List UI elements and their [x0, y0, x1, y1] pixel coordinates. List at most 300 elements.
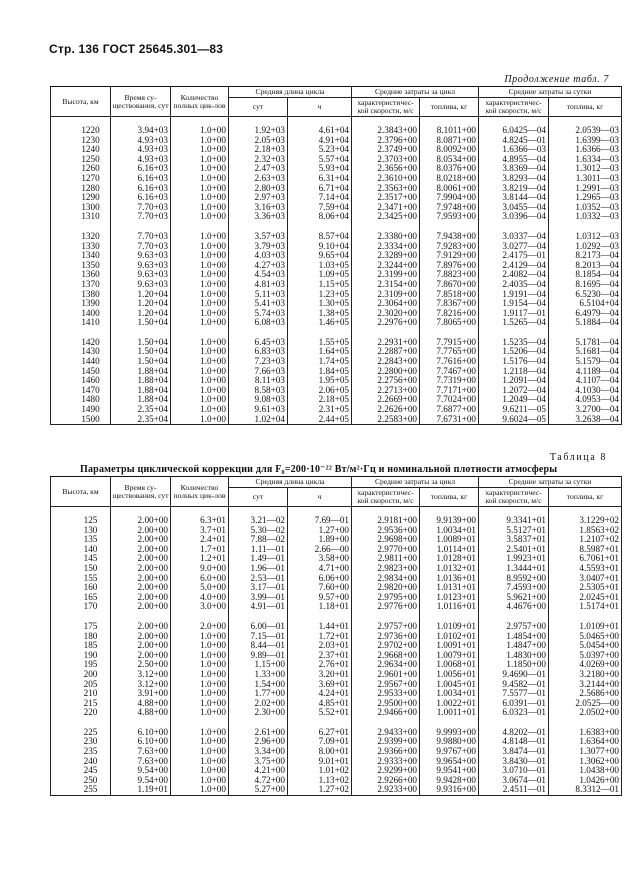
table-cell: 1.0+00 — [171, 680, 229, 690]
table-cell: 1.0+00 — [171, 689, 229, 699]
table-cell: 2.66—00 — [288, 545, 352, 555]
table-cell: 1.0+00 — [171, 757, 229, 767]
table-cell: 5.23+04 — [288, 145, 352, 155]
table-cell: 1.0+00 — [171, 728, 229, 738]
table-cell: 1.74+05 — [288, 357, 352, 367]
table-cell: 4.1030—04 — [549, 386, 622, 396]
table-cell: 1.27+00 — [288, 526, 352, 536]
table-cell: 2.2976+00 — [352, 318, 420, 328]
table-cell: 1490 — [51, 405, 111, 415]
table-cell: 9.9428+00 — [420, 776, 479, 786]
table-cell: 7.8976+00 — [420, 261, 479, 271]
table-cell: 4.1107—04 — [549, 376, 622, 386]
table-cell: 1.0068+01 — [420, 660, 479, 670]
table-cell: 1.0+00 — [171, 290, 229, 300]
table-cell: 4.5593+01 — [549, 564, 622, 574]
table-cell: 2.9399+00 — [352, 737, 420, 747]
table-cell: 6.7061+01 — [549, 554, 622, 564]
table-cell: 3.0710—01 — [479, 766, 549, 776]
table-cell: 1.50+04 — [111, 318, 171, 328]
t8-col-height: Высота, км — [51, 477, 111, 507]
table-cell: 2.06+05 — [288, 386, 352, 396]
table-cell: 1380 — [51, 290, 111, 300]
table-cell: 2.9567+00 — [352, 680, 420, 690]
table-cell: 7.9129+00 — [420, 251, 479, 261]
table-cell: 1.0+00 — [171, 415, 229, 425]
table-cell: 185 — [51, 641, 111, 651]
table-cell: 1280 — [51, 184, 111, 194]
table-cell: 3.0407+01 — [549, 574, 622, 584]
table-cell: 5.1681—04 — [549, 347, 622, 357]
table-cell: 2.5305+01 — [549, 583, 622, 593]
table-cell: 5.9621+00 — [479, 593, 549, 603]
table-cell: 190 — [51, 651, 111, 661]
col-char-vel: характеристичес-кой скорости, м/с — [352, 98, 420, 117]
table-cell: 1.89+00 — [288, 535, 352, 545]
table-cell: 2.00+00 — [111, 564, 171, 574]
table-cell: 1.0+00 — [171, 737, 229, 747]
table-cell: 1.0352—03 — [549, 203, 622, 213]
table-cell: 6.0391—01 — [479, 699, 549, 709]
table-cell: 7.70+03 — [111, 212, 171, 222]
table-cell: 2.9736+00 — [352, 632, 420, 642]
table-8-body — [51, 507, 622, 796]
table-cell: 8.1695—04 — [549, 280, 622, 290]
table-cell: 8.5987+01 — [549, 545, 622, 555]
table8-number: Таблица 8 — [549, 452, 607, 463]
table-cell: 3.0396—04 — [479, 212, 549, 222]
table-cell: 1.01+02 — [288, 766, 352, 776]
table-cell: 1.0022+01 — [420, 699, 479, 709]
table-cell: 4.93+03 — [111, 145, 171, 155]
table-cell: 2.63+03 — [229, 174, 288, 184]
table-cell: 6.16+03 — [111, 184, 171, 194]
table-cell: 3.17—01 — [229, 583, 288, 593]
table-cell: 7.15—01 — [229, 632, 288, 642]
table-cell: 2.2713+00 — [352, 386, 420, 396]
table-cell: 1340 — [51, 251, 111, 261]
page-header: Стр. 136 ГОСТ 25645.301—83 — [49, 42, 224, 56]
table-cell: 1.0+00 — [171, 357, 229, 367]
table-cell: 3.36+03 — [229, 212, 288, 222]
table-cell: 5.5127+01 — [479, 526, 549, 536]
table-cell: 7.6877+00 — [420, 405, 479, 415]
table-cell: 210 — [51, 689, 111, 699]
table-cell: 1.0+00 — [171, 641, 229, 651]
table-cell: 2.9233+00 — [352, 785, 420, 795]
table-cell: 2.2756+00 — [352, 376, 420, 386]
table-cell: 4.91+04 — [288, 136, 352, 146]
table-cell: 9.0+00 — [171, 564, 229, 574]
table-cell: 9.4582—01 — [479, 680, 549, 690]
table-cell: 9.08+03 — [229, 395, 288, 405]
table-cell: 1.2107+02 — [549, 535, 622, 545]
table-cell: 2.9601+00 — [352, 670, 420, 680]
table-cell: 2.00+00 — [111, 593, 171, 603]
col-avg-len-day: сут — [229, 98, 288, 117]
table-cell: 1.5235—04 — [479, 338, 549, 348]
table-cell: 5.27+00 — [229, 785, 288, 795]
table-cell: 6.45+03 — [229, 338, 288, 348]
table-cell: 3.0277—04 — [479, 242, 549, 252]
table-cell: 1.0312—03 — [549, 232, 622, 242]
table-cell: 7.8518+00 — [420, 290, 479, 300]
table-cell: 1260 — [51, 164, 111, 174]
spacer-cell — [51, 507, 111, 517]
table-cell: 3.21—02 — [229, 516, 288, 526]
table-cell: 2.37+01 — [288, 651, 352, 661]
table-cell: 9.01+01 — [288, 757, 352, 767]
table-cell: 1250 — [51, 155, 111, 165]
table-cell: 3.8369—04 — [479, 164, 549, 174]
table-cell: 1.0+00 — [171, 184, 229, 194]
table-cell: 4.72+00 — [229, 776, 288, 786]
table-cell: 1.88+04 — [111, 386, 171, 396]
table-cell: 2.9757+00 — [479, 622, 549, 632]
table-cell: 2.3610+00 — [352, 174, 420, 184]
table-cell: 2.9811+00 — [352, 554, 420, 564]
table-cell: 8.00+01 — [288, 747, 352, 757]
table-cell: 8.58+03 — [229, 386, 288, 396]
table-cell: 2.9757+00 — [352, 622, 420, 632]
table-cell: 2.47+03 — [229, 164, 288, 174]
table-cell: 5.52+01 — [288, 708, 352, 718]
table-cell: 2.00+00 — [111, 554, 171, 564]
table-cell: 3.0+00 — [171, 602, 229, 612]
table-cell: 7.8670+00 — [420, 280, 479, 290]
table-cell: 1.0+00 — [171, 164, 229, 174]
table-cell: 1500 — [51, 415, 111, 425]
table-cell: 1.72+01 — [288, 632, 352, 642]
table-cell: 2.9366+00 — [352, 747, 420, 757]
table-cell: 3.12+00 — [111, 680, 171, 690]
table-cell: 2.2626+00 — [352, 405, 420, 415]
table-cell: 9.63+03 — [111, 270, 171, 280]
table-cell: 1.55+05 — [288, 338, 352, 348]
spacer-cell — [51, 612, 111, 622]
table-cell: 2.9823+00 — [352, 564, 420, 574]
table-cell: 1.46+05 — [288, 318, 352, 328]
table-cell: 165 — [51, 593, 111, 603]
table-cell: 1.49—01 — [229, 554, 288, 564]
table-cell: 1300 — [51, 203, 111, 213]
table-cell: 2.18+05 — [288, 395, 352, 405]
table-cell: 2.9770+00 — [352, 545, 420, 555]
table-cell: 1360 — [51, 270, 111, 280]
table-cell: 5.30—02 — [229, 526, 288, 536]
table-cell: 125 — [51, 516, 111, 526]
table-cell: 230 — [51, 737, 111, 747]
table-cell: 2.3517+00 — [352, 193, 420, 203]
table-cell: 1.0+00 — [171, 145, 229, 155]
table-cell: 2.00+00 — [111, 641, 171, 651]
table8-title: Параметры циклической коррекции для F₀=200·10⁻²² Вт/м²·Гц и номинальной плотности атмосферы — [80, 464, 558, 475]
table-cell: 4.21+00 — [229, 766, 288, 776]
table-cell: 1.0091+01 — [420, 641, 479, 651]
table-cell: 1.27+02 — [288, 785, 352, 795]
table-cell: 6.83+03 — [229, 347, 288, 357]
col-height: Высота, км — [51, 87, 111, 117]
table-cell: 2.2843+00 — [352, 357, 420, 367]
table-cell: 9.63+03 — [111, 261, 171, 271]
table-cell: 5.11+03 — [229, 290, 288, 300]
t8-col-char-vel-2: характеристичес-кой скорости, м/с — [479, 488, 549, 507]
table-cell: 205 — [51, 680, 111, 690]
table-cell: 7.69—01 — [288, 516, 352, 526]
table-cell: 1.30+05 — [288, 299, 352, 309]
table-cell: 2.4129—04 — [479, 261, 549, 271]
table-cell: 1.5206—04 — [479, 347, 549, 357]
table-cell: 1.0+00 — [171, 280, 229, 290]
table-cell: 5.74+03 — [229, 309, 288, 319]
table-7-body — [51, 117, 622, 425]
t8-col-avg-len-hour: ч — [288, 488, 352, 507]
table-cell: 7.9904+00 — [420, 193, 479, 203]
table-cell: 1.0+00 — [171, 699, 229, 709]
table-cell: 2.02+00 — [229, 699, 288, 709]
table-cell: 1.0+00 — [171, 193, 229, 203]
table-cell: 2.9533+00 — [352, 689, 420, 699]
table-cell: 1.8563+02 — [549, 526, 622, 536]
table-cell: 2.3109+00 — [352, 290, 420, 300]
table-cell: 4.27+03 — [229, 261, 288, 271]
table-cell: 250 — [51, 776, 111, 786]
table-cell: 3.2700—04 — [549, 405, 622, 415]
table-cell: 6.08+03 — [229, 318, 288, 328]
table-cell: 2.5401+01 — [479, 545, 549, 555]
table-cell: 1.2049—04 — [479, 395, 549, 405]
table-cell: 2.5686+00 — [549, 689, 622, 699]
table-cell: 1.6366—03 — [479, 145, 549, 155]
table-cell: 7.7319+00 — [420, 376, 479, 386]
table-cell: 1.0+00 — [171, 395, 229, 405]
table-cell: 1450 — [51, 367, 111, 377]
table-cell: 3.8474—01 — [479, 747, 549, 757]
table-cell: 160 — [51, 583, 111, 593]
table-cell: 6.00—01 — [229, 622, 288, 632]
table-cell: 2.00+00 — [111, 574, 171, 584]
table-cell: 7.66+03 — [229, 367, 288, 377]
table-cell: 3.94+03 — [111, 126, 171, 136]
table-cell: 1.0+00 — [171, 270, 229, 280]
t8-col-time: Время су-ществования, сут — [111, 477, 171, 507]
table-cell: 1460 — [51, 376, 111, 386]
table-cell: 6.16+03 — [111, 174, 171, 184]
table-cell: 3.8293—04 — [479, 174, 549, 184]
table-cell: 1.0+00 — [171, 347, 229, 357]
table-cell: 1240 — [51, 145, 111, 155]
table-cell: 3.0674—01 — [479, 776, 549, 786]
table-cell: 9.63+03 — [111, 280, 171, 290]
table-cell: 2.00+00 — [111, 535, 171, 545]
table-cell: 1.3077+00 — [549, 747, 622, 757]
table-row — [51, 415, 622, 425]
table-cell: 1.0+00 — [171, 136, 229, 146]
table-cell: 2.00+00 — [111, 516, 171, 526]
table-cell: 6.10+00 — [111, 728, 171, 738]
table-cell: 2.3796+00 — [352, 136, 420, 146]
table-cell: 9.6024—05 — [479, 415, 549, 425]
table-cell: 1.0045+01 — [420, 680, 479, 690]
table-cell: 1.84+05 — [288, 367, 352, 377]
table-cell: 1.3011—03 — [549, 174, 622, 184]
table-cell: 1.20+04 — [111, 309, 171, 319]
table-cell: 1370 — [51, 280, 111, 290]
table-cell: 1.5265—04 — [479, 318, 549, 328]
table-cell: 2.9500+00 — [352, 699, 420, 709]
table-cell: 2.3380+00 — [352, 232, 420, 242]
table-cell: 6.27+01 — [288, 728, 352, 738]
table-cell: 7.70+03 — [111, 203, 171, 213]
table-cell: 2.4511—01 — [479, 785, 549, 795]
table-cell: 215 — [51, 699, 111, 709]
table-cell: 2.9834+00 — [352, 574, 420, 584]
table-cell: 9.57+00 — [288, 593, 352, 603]
table-cell: 1.33+00 — [229, 670, 288, 680]
table-cell: 1410 — [51, 318, 111, 328]
table-cell: 1.18+01 — [288, 602, 352, 612]
table-cell: 1.50+04 — [111, 338, 171, 348]
col-fuel-2: топлива, кг — [549, 98, 622, 117]
table-cell: 6.3+01 — [171, 516, 229, 526]
table-cell: 7.9283+00 — [420, 242, 479, 252]
table-cell: 2.00+00 — [111, 602, 171, 612]
table-cell: 2.3471+00 — [352, 203, 420, 213]
table-cell: 3.16+03 — [229, 203, 288, 213]
table-cell: 7.7467+00 — [420, 367, 479, 377]
table-cell: 7.9748+00 — [420, 203, 479, 213]
table-cell: 1.0034+01 — [420, 689, 479, 699]
table-cell: 1.20+04 — [111, 290, 171, 300]
table-cell: 4.03+03 — [229, 251, 288, 261]
table-cell: 2.2583+00 — [352, 415, 420, 425]
table-cell: 8.2173—04 — [549, 251, 622, 261]
table-cell: 1.64+05 — [288, 347, 352, 357]
table-cell: 1390 — [51, 299, 111, 309]
table-cell: 5.57+04 — [288, 155, 352, 165]
table-cell: 4.93+03 — [111, 136, 171, 146]
table-cell: 2.3425+00 — [352, 212, 420, 222]
table-cell: 7.7024+00 — [420, 395, 479, 405]
table-cell: 1.0+00 — [171, 776, 229, 786]
table-cell: 1.0+00 — [171, 261, 229, 271]
table-cell: 1.0136+01 — [420, 574, 479, 584]
spacer-cell — [51, 718, 111, 728]
table-cell: 4.8148—01 — [479, 737, 549, 747]
table-cell: 2.2931+00 — [352, 338, 420, 348]
table-cell: 2.35+04 — [111, 405, 171, 415]
table-cell: 1.2991—03 — [549, 184, 622, 194]
table-cell: 4.61+04 — [288, 126, 352, 136]
table-cell: 1440 — [51, 357, 111, 367]
table-cell: 1.0+00 — [171, 155, 229, 165]
table-cell: 2.3064+00 — [352, 299, 420, 309]
table-cell: 1.6366—03 — [549, 145, 622, 155]
table-cell: 2.9668+00 — [352, 651, 420, 661]
t8-col-cost-cycle: Средние затраты за цикл — [352, 477, 479, 488]
table-cell: 8.06+04 — [288, 212, 352, 222]
table-cell: 2.3563+00 — [352, 184, 420, 194]
table-cell: 8.9592+00 — [479, 574, 549, 584]
table-cell: 7.60+00 — [288, 583, 352, 593]
table-cell: 1.0+00 — [171, 174, 229, 184]
table-cell: 1.88+04 — [111, 367, 171, 377]
t8-col-count: Количество полных цик-лов — [171, 477, 229, 507]
table-cell: 3.69+01 — [288, 680, 352, 690]
table-cell: 6.5104+04 — [549, 299, 622, 309]
table-cell: 140 — [51, 545, 111, 555]
table-cell: 180 — [51, 632, 111, 642]
col-count: Количество полных цик-лов — [171, 87, 229, 117]
table-cell: 5.0397+00 — [549, 651, 622, 661]
table-cell: 3.91+00 — [111, 689, 171, 699]
table-cell: 2.05+03 — [229, 136, 288, 146]
t8-col-cost-day: Средние затраты за сутки — [479, 477, 622, 488]
table-cell: 1.1850+00 — [479, 660, 549, 670]
table-cell: 5.0465+00 — [549, 632, 622, 642]
table-cell: 2.61+00 — [229, 728, 288, 738]
table-cell: 1.5174+01 — [549, 602, 622, 612]
table-cell: 2.44+05 — [288, 415, 352, 425]
table-cell: 1.0+00 — [171, 232, 229, 242]
table-cell: 1.50+04 — [111, 357, 171, 367]
table-cell: 8.0376+00 — [420, 164, 479, 174]
table-cell: 1.95+05 — [288, 376, 352, 386]
table-cell: 1420 — [51, 338, 111, 348]
table-cell: 2.9820+00 — [352, 583, 420, 593]
table-cell: 3.79+03 — [229, 242, 288, 252]
table-cell: 1.0056+01 — [420, 670, 479, 680]
table-cell: 7.88—02 — [229, 535, 288, 545]
table-cell: 7.63+00 — [111, 757, 171, 767]
table-cell: 2.00+00 — [111, 622, 171, 632]
table-cell: 5.1579—04 — [549, 357, 622, 367]
table-cell: 1320 — [51, 232, 111, 242]
table-cell: 3.58+00 — [288, 554, 352, 564]
table-cell: 8.0534+00 — [420, 155, 479, 165]
table-cell: 6.0425—04 — [479, 126, 549, 136]
table-cell: 2.3020+00 — [352, 309, 420, 319]
t8-col-avg-len: Средняя длина цикла — [229, 477, 352, 488]
table-cell: 1220 — [51, 126, 111, 136]
table-cell: 7.7765+00 — [420, 347, 479, 357]
table-cell: 1.2118—04 — [479, 367, 549, 377]
table-cell: 1.09+05 — [288, 270, 352, 280]
table-cell: 1.0109+01 — [420, 622, 479, 632]
table-cell: 2.00+00 — [111, 651, 171, 661]
table-cell: 4.81+03 — [229, 280, 288, 290]
table-cell: 1.0+00 — [171, 367, 229, 377]
table-cell: 9.9654+00 — [420, 757, 479, 767]
table-7 — [50, 86, 622, 425]
table-cell: 135 — [51, 535, 111, 545]
table-cell: 6.16+03 — [111, 193, 171, 203]
table-cell: 3.75+00 — [229, 757, 288, 767]
table-cell: 2.9299+00 — [352, 766, 420, 776]
table-cell: 1.3062+00 — [549, 757, 622, 767]
table-row — [51, 785, 622, 795]
table-cell: 6.06+00 — [288, 574, 352, 584]
table-cell: 2.97+03 — [229, 193, 288, 203]
table-cell: 3.57+03 — [229, 232, 288, 242]
t8-col-char-vel: характеристичес-кой скорости, м/с — [352, 488, 420, 507]
table-cell: 2.3749+00 — [352, 145, 420, 155]
table-cell: 1.0+00 — [171, 242, 229, 252]
table-cell: 1.23+05 — [288, 290, 352, 300]
table-cell: 3.8219—04 — [479, 184, 549, 194]
table7-continuation: Продолжение табл. 7 — [504, 74, 609, 85]
table-cell: 2.30+00 — [229, 708, 288, 718]
